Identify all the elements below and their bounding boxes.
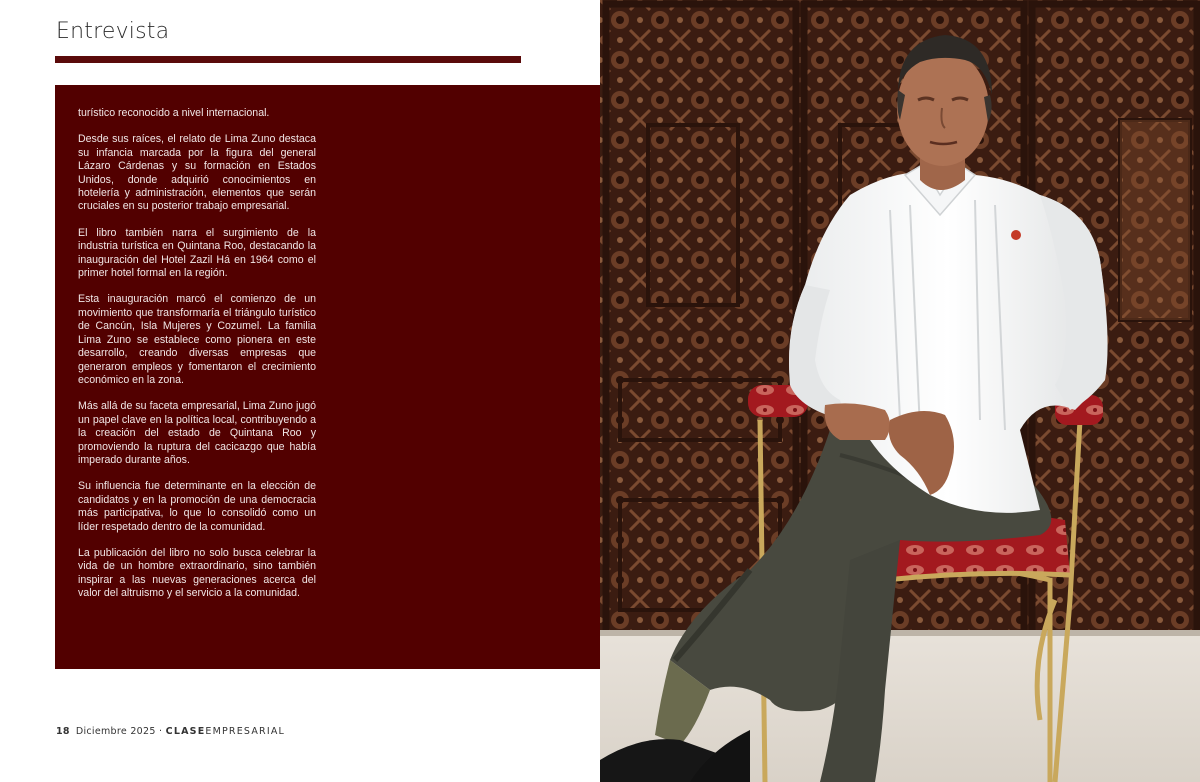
page-number: 18 [56,726,70,737]
title-rule [55,56,521,63]
paragraph: La publicación del libro no solo busca celebrar la vida de un hombre extraordinario, sino también inspirar a las nuevas generaciones acerca del valor del altruismo y el servicio a la comunidad. [78,546,316,600]
article-panel [55,85,600,669]
article-body [78,107,316,614]
magazine-name-bold: CLASE [165,726,206,737]
paragraph: Desde sus raíces, el relato de Lima Zuno destaca su infancia marcada por la figura del general Lázaro Cárdenas y su formación en Estados Unidos, donde adquirió conocimientos en hotelería y administración, elementos que serán cruciales en su posterior trabajo empresarial. [78,133,316,213]
paragraph: Esta inauguración marcó el comienzo de un movimiento que transformaría el triángulo turístico de Cancún, Isla Mujeres y Cozumel. La familia Lima Zuno se establece como pionera en este desarrollo, creando diversas empresas que generaron empleos y fomentaron el crecimiento económico en la zona. [78,293,316,386]
paragraph: Su influencia fue determinante en la elección de candidatos y en la promoción de una democracia más participativa, lo que lo consolidó como un líder respetado dentro de la comunidad. [78,480,316,533]
portrait-illustration [600,0,1200,782]
magazine-name-light: EMPRESARIAL [205,726,286,737]
portrait-photo [600,0,1200,782]
paragraph: turístico reconocido a nivel internacional. [78,107,270,119]
paragraph: Más allá de su faceta empresarial, Lima Zuno jugó un papel clave en la política local, contribuyendo a la creación del estado de Quintana Roo y promoviendo la ruptura del cacicazgo que había imperado durante años. [78,400,316,466]
paragraph: El libro también narra el surgimiento de la industria turística en Quintana Roo, destacando la inauguración del Hotel Zazil Há en 1964 como el primer hotel formal en la región. [78,226,316,280]
issue-date: Diciembre 2025 · [75,726,166,737]
section-title: Entrevista [56,19,170,44]
page-footer [56,726,285,737]
